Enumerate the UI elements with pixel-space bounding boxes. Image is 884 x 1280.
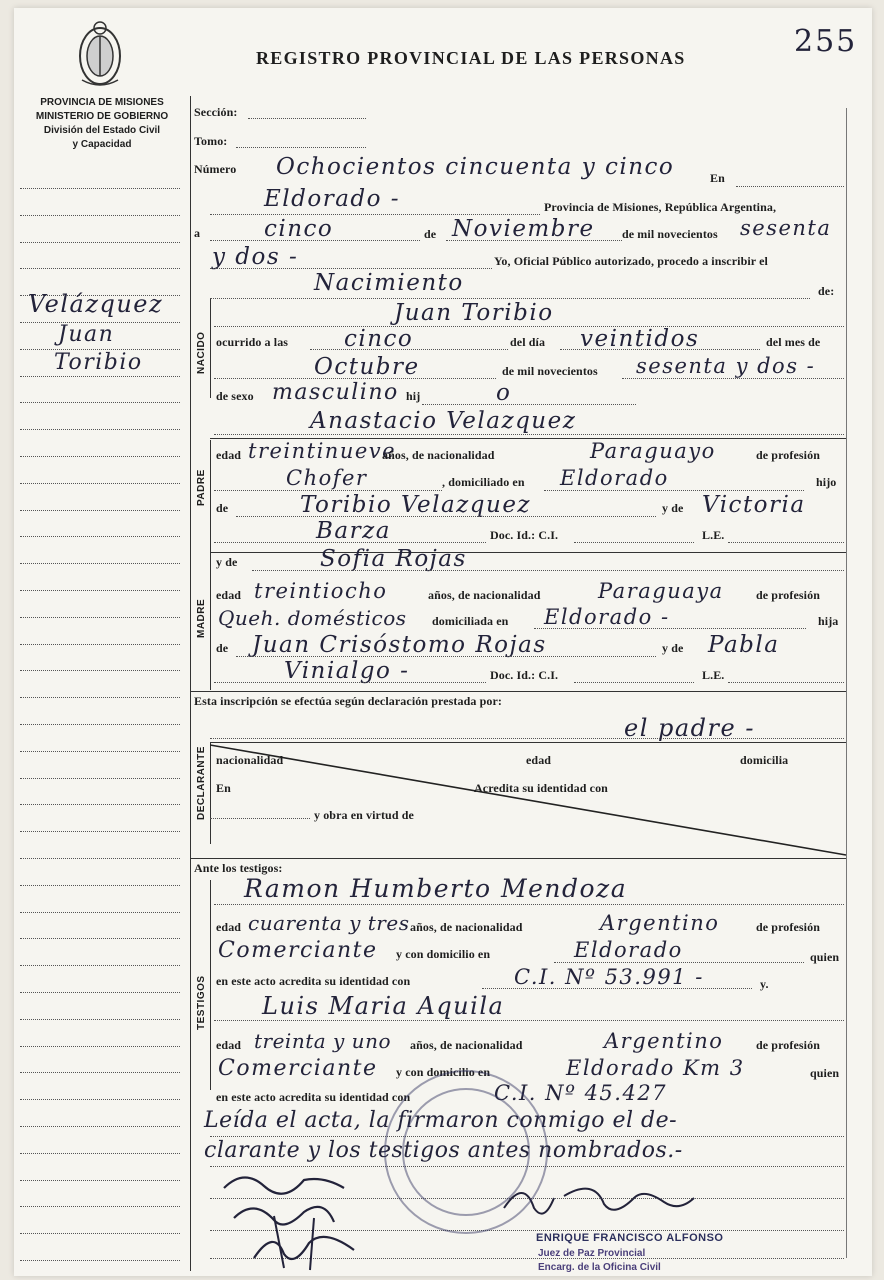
margin-rule [20,1153,180,1154]
t1-dom-value: Eldorado [574,938,683,962]
margin-rule [20,1180,180,1181]
issuer-division: División del Estado Civil [43,125,161,136]
margin-rule [20,885,180,886]
coat-of-arms-icon [72,18,128,90]
padre-abuela-field [214,542,486,543]
de-mil-label-2: de mil novecientos [502,364,598,378]
t1-acredita-label: en este acto acredita su identidad con [216,974,411,988]
numero-tail [736,186,844,187]
rule-declaracion [190,691,846,692]
dia-nac-field [560,349,760,350]
sexo-value: masculino [272,380,399,405]
madre-nombre-value: Sofia Rojas [320,546,467,572]
margin-rule [20,536,180,537]
madre-y-de-label: y de [216,555,238,569]
testigos-label: TESTIGOS [196,975,207,1030]
del-dia-label: del día [510,335,546,349]
madre-abuela-value-a: Pabla [708,632,780,658]
decl-nac-label: nacionalidad [216,753,284,767]
margin-rule [20,778,180,779]
t1-ci-field [482,988,752,989]
anio-value-b: y dos - [212,244,299,270]
madre-edad-value: treintiocho [254,579,388,603]
madre-abuelo-value: Juan Crisóstomo Rojas [252,632,547,658]
margin-rule [20,215,180,216]
margin-given-name: Juan [58,322,115,347]
dia-value: cinco [264,216,334,242]
ocurrido-label: ocurrido a las [216,335,289,349]
margin-rule [20,563,180,564]
hora-value: cinco [344,326,414,352]
inscripcion-label: Esta inscripción se efectúa según declaración prestada por: [194,694,502,708]
issuer-ministry: MINISTERIO DE GOBIERNO [35,111,169,122]
testigo2-nombre-field [214,1020,844,1021]
t1-prof-label: de profesión [756,920,820,934]
padre-abuela-value-b: Barza [316,518,391,544]
margin-rule [20,1019,180,1020]
frame-right-line [846,108,847,1258]
margin-middle-name: Toribio [54,350,143,375]
t2-prof-value: Comerciante [218,1056,378,1081]
madre-dom-field [534,628,806,629]
madre-y-de-label-2: y de [662,641,684,655]
madre-abuelo-field [236,656,656,657]
oficial-label: Yo, Oficial Público autorizado, procedo a inscribir el [494,254,768,268]
hij-label: hij [406,389,421,403]
nacido-label: NACIDO [196,331,207,374]
testigo2-nombre-value: Luis Maria Aquila [262,992,505,1020]
decl-dom-label: domicilia [740,753,789,767]
padre-prof-value: Chofer [286,466,368,490]
margin-rule [20,242,180,243]
margin-rule [20,831,180,832]
official-name: ENRIQUE FRANCISCO ALFONSO [536,1232,724,1244]
padre-nombre-value: Anastacio Velazquez [310,408,577,434]
madre-hija-label: hija [818,614,839,628]
margin-rule [20,670,180,671]
margin-rule [20,510,180,511]
testigo1-nombre-value: Ramon Humberto Mendoza [244,874,628,903]
margin-rule [20,1126,180,1127]
margin-rule [20,858,180,859]
padre-label: PADRE [196,469,207,506]
madre-abuela-value-b: Vinialgo - [284,658,410,684]
decl-obra-label: y obra en virtud de [314,808,414,822]
margin-rule [20,1046,180,1047]
seccion-field[interactable] [248,118,366,119]
madre-dom-value: Eldorado - [544,605,670,629]
page-title: REGISTRO PROVINCIAL DE LAS PERSONAS [256,48,686,68]
padre-dom-label: , domiciliado en [442,475,525,489]
margin-rule [20,402,180,403]
hij-field [422,404,636,405]
tomo-label: Tomo: [194,134,228,148]
de-label-1: de [424,227,437,241]
mes-field [446,240,622,241]
t2-dom-value: Eldorado Km 3 [566,1056,745,1080]
madre-de-label: de [216,641,229,655]
margin-rule [20,804,180,805]
dia-field [210,240,420,241]
signature-witnesses [214,1158,414,1273]
nombre-value: Juan Toribio [394,300,554,326]
nacido-bracket [210,298,211,398]
folio-number: 255 [794,24,858,59]
margin-rule [20,938,180,939]
ante-testigos-label: Ante los testigos: [194,861,283,875]
padre-ci-field[interactable] [574,542,694,543]
declarante-field [210,738,844,739]
en-label: En [710,171,725,185]
de-mil-label: de mil novecientos [622,227,718,241]
anio-nac-value: sesenta y dos - [636,354,816,378]
madre-dom-label: domiciliada en [432,614,509,628]
declarante-value: el padre - [624,714,755,742]
lugar-field [210,214,540,215]
margin-rule [20,617,180,618]
padre-nac-value: Paraguayo [590,439,716,463]
dia-nac-value: veintidos [580,326,700,352]
margin-rule [20,429,180,430]
mes-nac-field [214,378,496,379]
madre-doc-label: Doc. Id.: C.I. [490,668,559,682]
madre-edad-label: edad [216,588,242,602]
madre-bracket [210,552,211,690]
padre-prof-label: de profesión [756,448,820,462]
t2-acredita-label: en este acto acredita su identidad con [216,1090,411,1104]
madre-nombre-field [252,570,844,571]
de-sexo-label: de sexo [216,389,254,403]
seccion-label: Sección: [194,105,238,119]
padre-abuelo-field [236,516,656,517]
margin-rule [20,376,180,377]
margin-surname: Velázquez [28,290,164,318]
frame-left-line [190,96,191,1271]
margin-rule [20,268,180,269]
cierre-line-2: clarante y los testigos antes nombrados.- [204,1138,683,1163]
margin-rule [20,644,180,645]
t1-ci-value: C.I. Nº 53.991 - [514,965,704,989]
t1-nac-value: Argentino [600,911,720,935]
t2-nac-value: Argentino [604,1029,724,1053]
padre-edad-value: treintinueve [248,439,397,463]
official-seal-inner [402,1088,530,1216]
t2-edad-value: treinta y uno [254,1029,391,1053]
hij-letter: o [496,380,512,406]
decl-field [210,818,310,819]
acto-value: Nacimiento [314,270,464,296]
margin-rule [20,992,180,993]
margin-rule [20,1206,180,1207]
madre-prof-value: Queh. domésticos [218,606,407,630]
padre-y-de-label: y de [662,501,684,515]
madre-le-label: L.E. [702,668,725,682]
t1-dom-label: y con domicilio en [396,947,491,961]
t2-anos-label: años, de nacionalidad [410,1038,523,1052]
margin-rule [20,697,180,698]
madre-le-field[interactable] [728,682,844,683]
padre-nombre-field [214,434,844,435]
padre-anos-label: años, de nacionalidad [382,448,495,462]
padre-hijo-label: hijo [816,475,837,489]
rule-madre [210,552,846,553]
decl-en-label: En [216,781,231,795]
margin-rule [20,724,180,725]
t1-prof-value: Comerciante [218,938,378,963]
margin-rule [20,1099,180,1100]
decl-acredita-label: Acredita su identidad con [474,781,608,795]
t2-ci-value: C.I. Nº 45.427 [494,1081,668,1105]
margin-rule [20,483,180,484]
padre-abuelo-value: Toribio Velazquez [300,492,532,518]
margin-rule [20,590,180,591]
margin-rule [20,456,180,457]
madre-label: MADRE [196,598,207,638]
mes-value: Noviembre [452,216,595,242]
padre-le-label: L.E. [702,528,725,542]
numero-value: Ochocientos cincuenta y cinco [276,154,675,180]
padre-edad-label: edad [216,448,242,462]
acto-field [210,298,810,299]
padre-doc-label: Doc. Id.: C.I. [490,528,559,542]
margin-rule [20,1233,180,1234]
numero-label: Número [194,162,237,176]
nombre-field [214,326,844,327]
padre-dom-field [544,490,804,491]
hora-field [310,349,508,350]
margin-rule [20,751,180,752]
lugar-value: Eldorado - [264,186,401,212]
tomo-field[interactable] [236,147,366,148]
decl-edad-label: edad [526,753,552,767]
de-colon-label: de: [818,284,835,298]
official-title-2: Encarg. de la Oficina Civil [538,1262,661,1273]
t1-edad-label: edad [216,920,242,934]
padre-bracket [210,440,211,552]
padre-dom-value: Eldorado [560,466,669,490]
t2-edad-label: edad [216,1038,242,1052]
t2-prof-label: de profesión [756,1038,820,1052]
t1-anos-label: años, de nacionalidad [410,920,523,934]
t1-dom-field [554,962,804,963]
margin-rule [20,1072,180,1073]
testigo1-nombre-field [214,904,844,905]
mes-nac-value: Octubre [314,354,420,380]
issuer-block [22,96,182,152]
del-mes-label: del mes de [766,335,821,349]
t1-quien-label: quien [810,950,840,964]
margin-rule [20,965,180,966]
testigos-bracket [210,880,211,1090]
margin-rule [20,912,180,913]
padre-le-field[interactable] [728,542,844,543]
margin-rule [20,188,180,189]
t1-y-label: y. [760,977,769,991]
madre-anos-label: años, de nacionalidad [428,588,541,602]
declarante-label: DECLARANTE [196,746,207,820]
madre-nac-value: Paraguaya [598,579,724,603]
anio-field [210,268,492,269]
a-label: a [194,226,201,240]
provincia-label: Provincia de Misiones, República Argentina, [544,200,777,214]
anio-nac-field [622,378,844,379]
t1-edad-value: cuarenta y tres [248,911,410,935]
madre-prof-label: de profesión [756,588,820,602]
madre-ci-field[interactable] [574,682,694,683]
cierre-line-1: Leída el acta, la firmaron conmigo el de- [204,1108,678,1133]
padre-abuela-value-a: Victoria [702,492,806,518]
anio-value-a: sesenta [740,216,832,240]
t2-quien-label: quien [810,1066,840,1080]
official-title-1: Juez de Paz Provincial [538,1248,646,1259]
issuer-province: PROVINCIA DE MISIONES [40,97,164,108]
issuer-capacity: y Capacidad [72,139,132,150]
padre-prof-field [214,490,442,491]
madre-abuela-field [214,682,486,683]
padre-de-label: de [216,501,229,515]
t2-dom-label: y con domicilio en [396,1065,491,1079]
registry-page [14,8,872,1276]
margin-rule [20,1260,180,1261]
